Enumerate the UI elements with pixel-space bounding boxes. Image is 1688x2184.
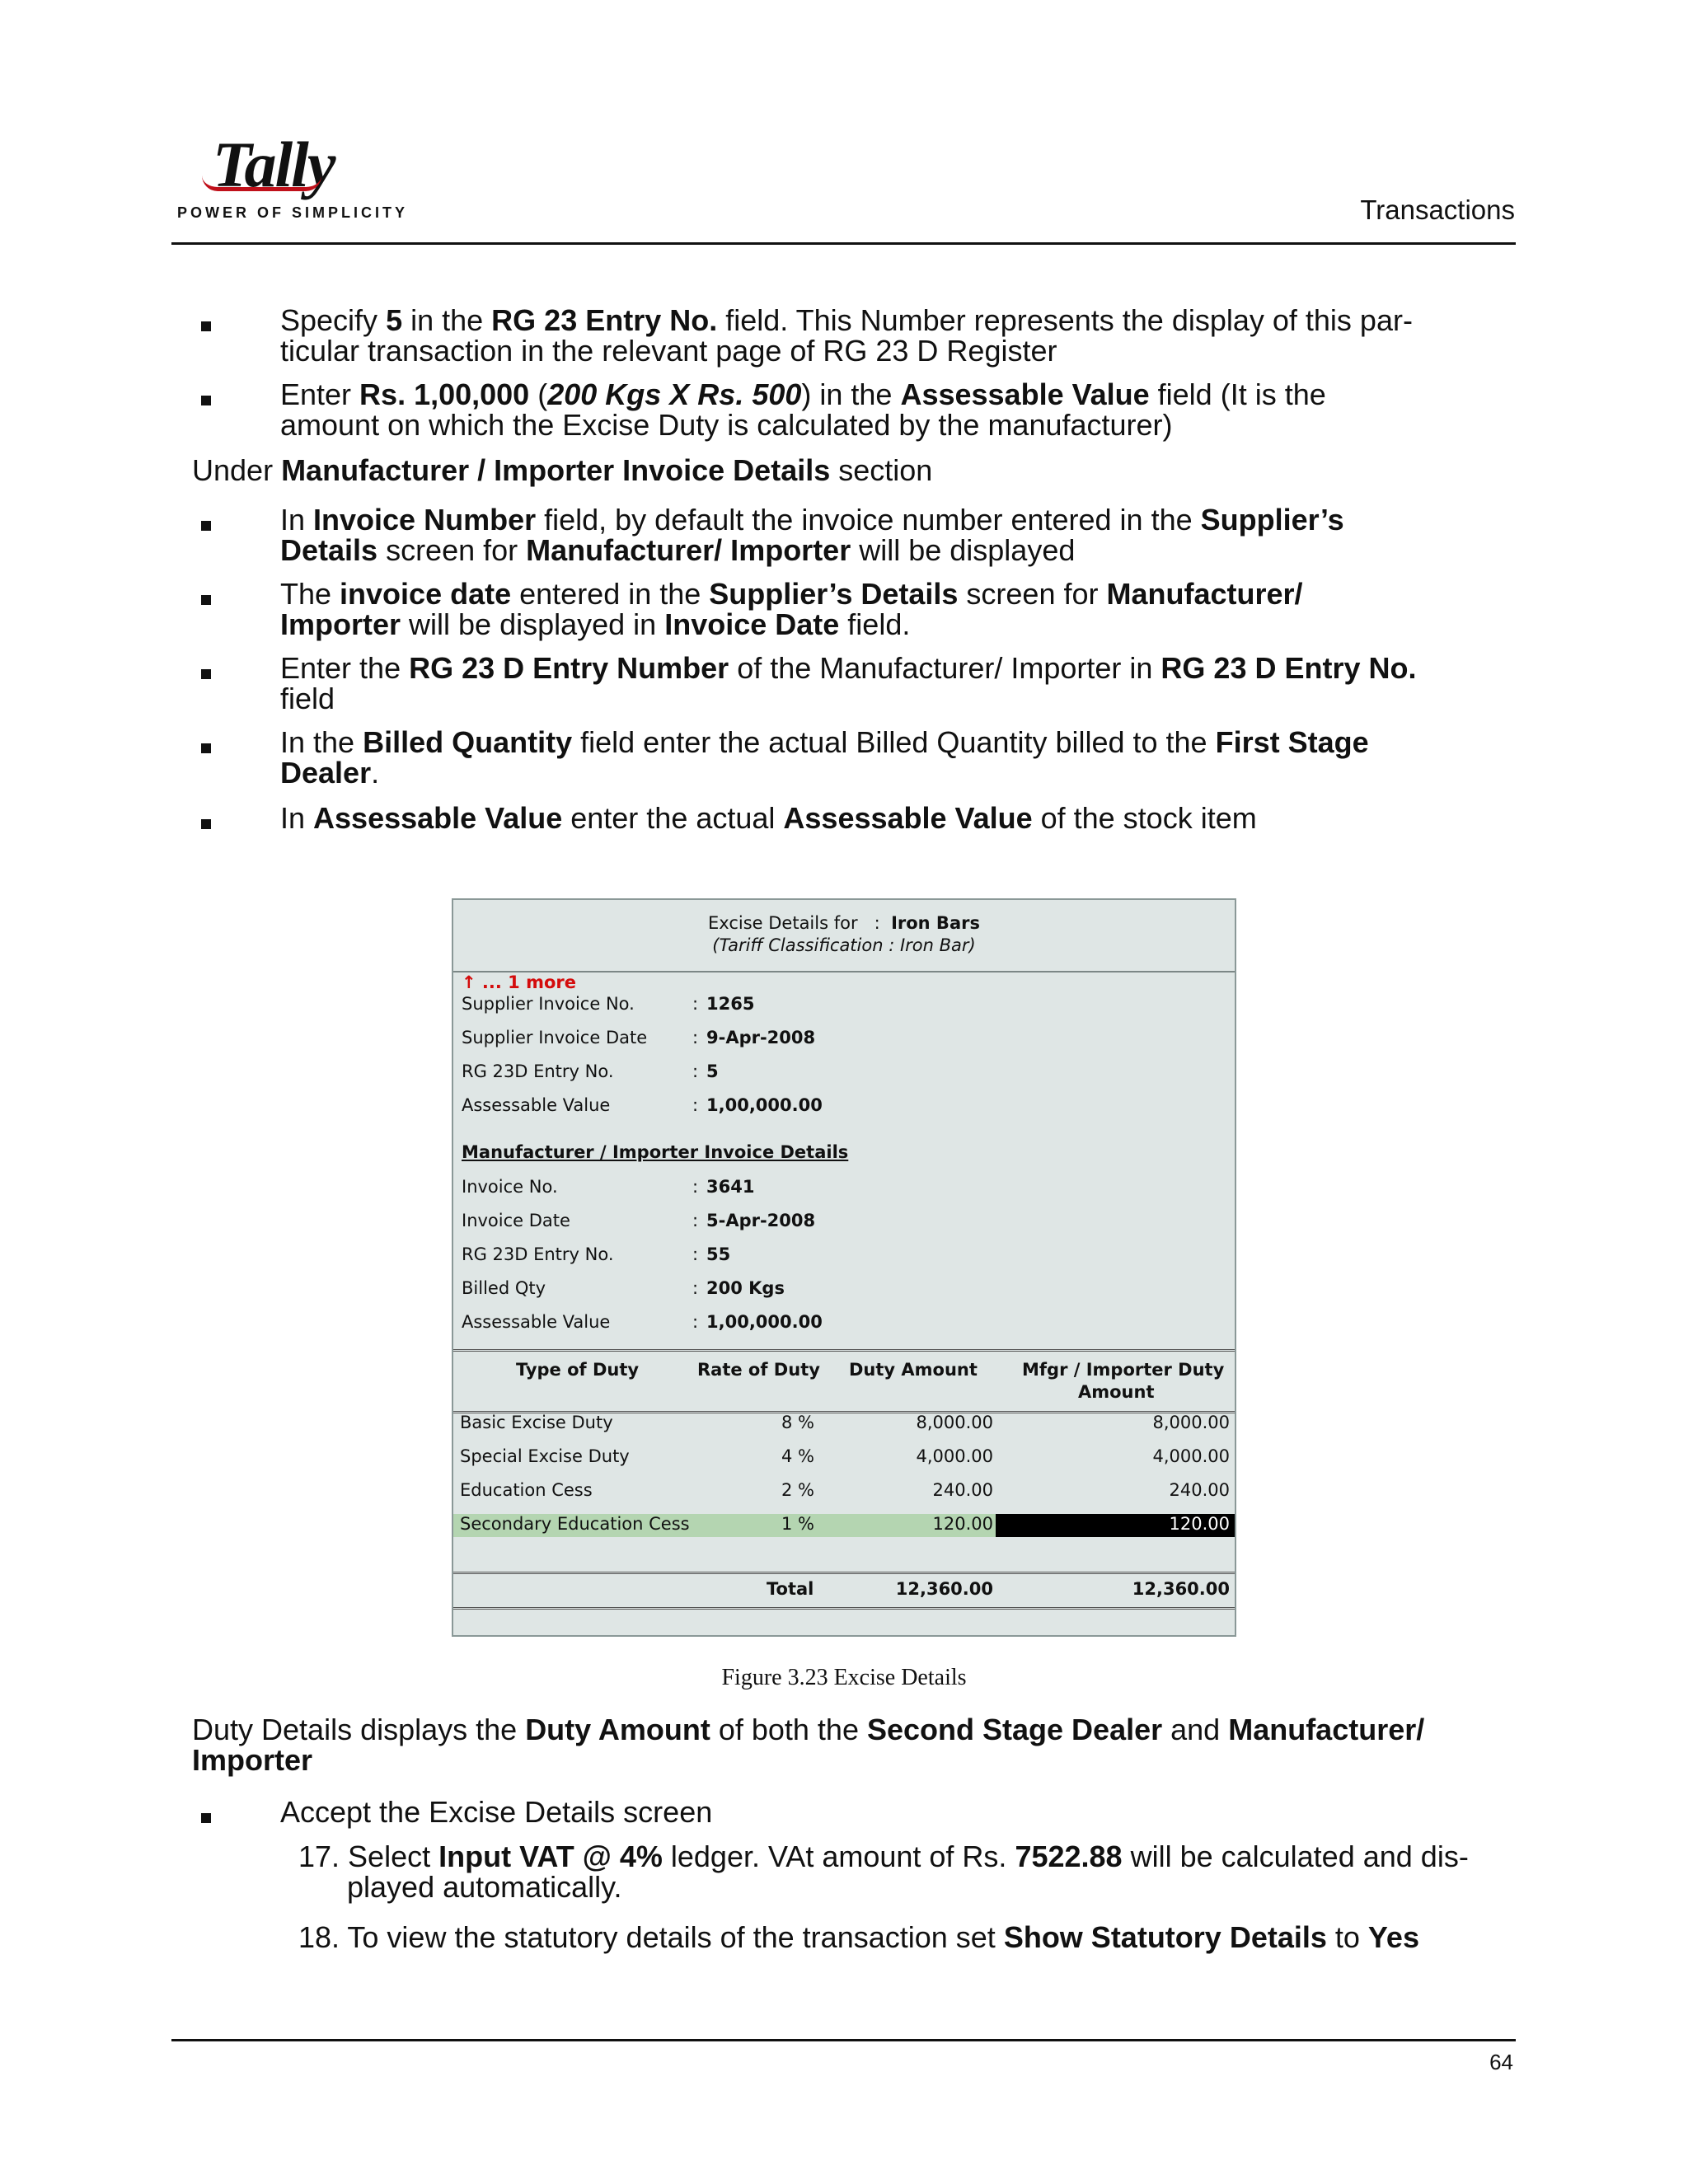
- bullet-billed-quantity: In the Billed Quantity field enter the actual Billed Quantity billed to the First Stage Dealer.: [280, 727, 1517, 788]
- logo-tagline: POWER OF SIMPLICITY: [177, 204, 409, 221]
- mfr-section-heading: Manufacturer / Importer Invoice Details: [462, 1142, 849, 1162]
- screen-header: [453, 900, 1235, 972]
- total-amount: 12,360.00: [895, 1579, 993, 1599]
- total-label: Total: [767, 1579, 814, 1599]
- footer-rule: [171, 2039, 1516, 2041]
- bullet-square-icon: [201, 1813, 211, 1823]
- header-rule: [171, 242, 1516, 245]
- bullet-invoice-date: The invoice date entered in the Supplier’s Details screen for Manufacturer/ Importer will be displayed in Invoice Date field.: [280, 579, 1517, 640]
- bullet-invoice-number: In Invoice Number field, by default the invoice number entered in the Supplier’s Details screen for Manufacturer/ Importer will be displayed: [280, 504, 1517, 565]
- screen-title: Excise Details for : Iron Bars: [708, 913, 980, 933]
- screen-subtitle: (Tariff Classification : Iron Bar): [712, 935, 976, 955]
- bullet-rg23-entry: Specify 5 in the RG 23 Entry No. field. This Number represents the display of this par- ticular transaction in the relevant page of RG 23 D Register: [280, 305, 1517, 366]
- step-17: 17. Select Input VAT @ 4% ledger. VAt amount of Rs. 7522.88 will be calculated and dis- played automatically.: [298, 1840, 1469, 1904]
- bullet-accept-screen: Accept the Excise Details screen: [280, 1797, 1517, 1827]
- section-title: Transactions: [1360, 194, 1515, 225]
- bullet-assessable-value: Enter Rs. 1,00,000 (200 Kgs X Rs. 500) in the Assessable Value field (It is the amount on which the Excise Duty is calculated by the manufacturer): [280, 379, 1517, 440]
- bullet-square-icon: [201, 595, 211, 605]
- page-number: 64: [1489, 2050, 1513, 2074]
- table-row-selected[interactable]: Secondary Education Cess 1 % 120.00 120.00: [453, 1514, 1235, 1539]
- bullet-square-icon: [201, 396, 211, 405]
- table-row[interactable]: Special Excise Duty 4 % 4,000.00 4,000.00: [460, 1446, 1230, 1466]
- bullet-square-icon: [201, 819, 211, 829]
- col-type-of-duty: Type of Duty: [516, 1360, 640, 1380]
- col-mfgr-amount: Amount: [1078, 1382, 1155, 1402]
- bullet-square-icon: [201, 521, 211, 531]
- figure-caption: Figure 3.23 Excise Details: [721, 1665, 967, 1690]
- bullet-assessable-stock: In Assessable Value enter the actual Assessable Value of the stock item: [280, 803, 1517, 833]
- table-row[interactable]: Basic Excise Duty 8 % 8,000.00 8,000.00: [460, 1413, 1230, 1432]
- more-indicator[interactable]: ↑ ... 1 more: [462, 972, 576, 992]
- tally-logo: Tally: [213, 129, 335, 200]
- under-heading: Under Manufacturer / Importer Invoice Details section: [192, 453, 933, 487]
- excise-details-screen: Excise Details for : Iron Bars (Tariff Classification : Iron Bar) ↑ ... 1 more Supplier Invoice No. : 1265 Supplier Invoice Date : 9-Apr-2008 RG 23D Entry No. : 5 Assessable Value : 1,00,000.00 Manufacturer / Importer Invoice Details Invoice No. : 3641 Invoice Date : 5-Apr-2008 RG 23D Entry No. : 55 Billed Qty : 200 Kgs Assessable Value : 1,00,000.00 Type of Duty Rate of Duty Duty Amount Mfgr / Importer Duty Amount Basic Excise Duty 8 % 8,000.00 8,000.00 Special Excise Duty 4 % 4,000.00 4,000.00 Education Cess 2 % 240.00 240.00 Secondary Education Cess 1 % 120.00 120.00 Total 12,360.00 12,360.00: [452, 898, 1236, 1637]
- col-mfgr-duty: Mfgr / Importer Duty: [1022, 1360, 1225, 1380]
- bullet-square-icon: [201, 321, 211, 331]
- bullet-rg23d-entry: Enter the RG 23 D Entry Number of the Manufacturer/ Importer in RG 23 D Entry No. field: [280, 653, 1517, 714]
- table-row[interactable]: Education Cess 2 % 240.00 240.00: [460, 1480, 1230, 1500]
- total-mfgr: 12,360.00: [1132, 1579, 1230, 1599]
- duty-table-header: [453, 1349, 1235, 1413]
- bullet-square-icon: [201, 669, 211, 679]
- col-rate-of-duty: Rate of Duty: [697, 1360, 820, 1380]
- totals-row: [453, 1572, 1235, 1610]
- bullet-square-icon: [201, 743, 211, 753]
- col-duty-amount: Duty Amount: [849, 1360, 978, 1380]
- logo-swoosh: [202, 176, 321, 191]
- duty-details-paragraph: Duty Details displays the Duty Amount of both the Second Stage Dealer and Manufacturer/ Importer: [192, 1713, 1425, 1777]
- step-18: 18. To view the statutory details of the transaction set Show Statutory Details to Yes: [298, 1920, 1419, 1954]
